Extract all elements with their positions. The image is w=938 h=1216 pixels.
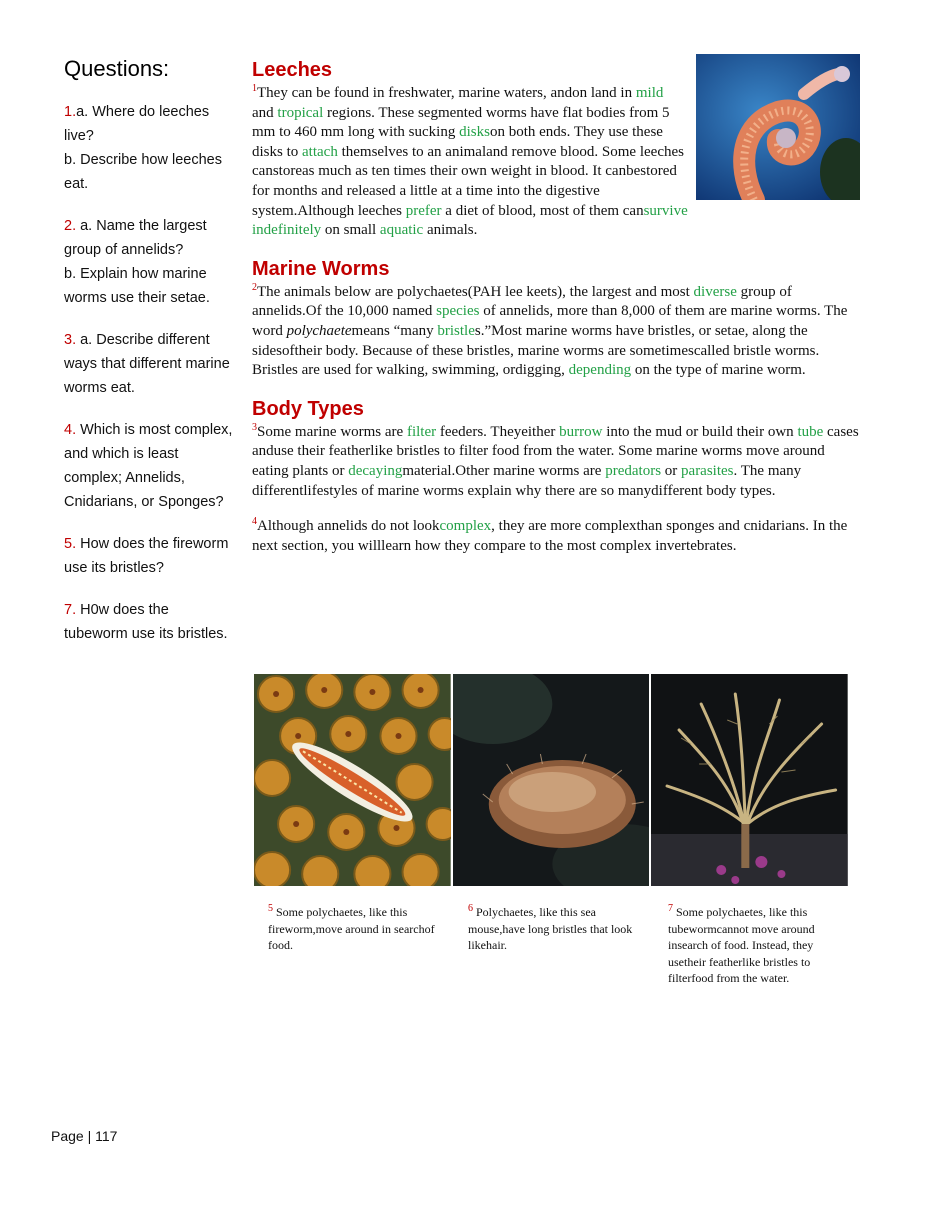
footnote-marker: 4 [252, 516, 257, 528]
text-run: cases anduse their featherlike bristles to filter food from the water. Some marine worms move around eating plants or [252, 423, 859, 479]
leeches-section [252, 56, 860, 241]
vocab-term: filter [406, 423, 437, 440]
leeches-heading: Leeches [252, 59, 333, 81]
text-run: polychaete [286, 322, 352, 339]
footnote-marker: 6 [468, 903, 473, 914]
question-line [64, 214, 234, 262]
questions-list [64, 100, 234, 646]
question-number: 5. [64, 536, 77, 552]
text-run: on the type of marine worm. [631, 362, 806, 379]
question-line [64, 418, 234, 514]
footnote-marker: 7 [668, 903, 673, 914]
question-text: Which is most complex, and which is least complex; Annelids, Cnidarians, or Sponges? [64, 422, 233, 510]
question-number: 3. [64, 332, 77, 348]
vocab-term: attach [302, 143, 338, 160]
question-line [64, 262, 234, 310]
text-run: of annelids, more than 8,000 of them are marine worms. The word [252, 303, 848, 339]
question-item [64, 532, 234, 580]
caption-text: Some polychaetes, like this tubewormcannot move around insearch of food. Instead, they usetheir featherlike bristles to filterfood from the water. [668, 905, 815, 985]
vocab-term: prefer [405, 202, 442, 219]
page-label: Page [51, 1128, 84, 1144]
vocab-term: survive indefinitely [252, 202, 688, 239]
text-run: themselves to an animaland remove blood. Some leeches canstoreas much as ten times their own weight in blood. It canbestored for months and released a little at a time into the digestive system.Although leeches [252, 143, 684, 219]
question-text: H0w does the tubeworm use its bristles. [64, 602, 228, 642]
question-line [64, 532, 234, 580]
question-number: 1. [64, 104, 77, 120]
vocab-term: depending [568, 362, 632, 379]
text-run: Some marine worms are [257, 423, 407, 440]
vocab-term: predators [605, 462, 662, 479]
footnote-marker: 2 [252, 281, 257, 293]
text-run: feeders. Theyeither [436, 423, 560, 440]
footnote-marker: 5 [268, 903, 273, 914]
polychaete-photos [254, 674, 848, 886]
questions-title: Questions: [64, 56, 170, 81]
text-run: a diet of blood, most of them can [441, 202, 644, 219]
question-number: 4. [64, 422, 77, 438]
vocab-term: diverse [693, 283, 737, 300]
question-item [64, 598, 234, 646]
vocab-term: complex [439, 518, 492, 535]
question-line [64, 328, 234, 400]
vocab-term: bristle [437, 322, 475, 339]
fireworm-photo [254, 674, 451, 886]
caption-fireworm [268, 904, 444, 987]
vocab-term: tropical [277, 104, 324, 121]
body-types-section [252, 395, 860, 557]
caption-text: Polychaetes, like this sea mouse,have long bristles that look likehair. [468, 905, 633, 952]
vocab-term: species [436, 303, 480, 320]
caption-sea-mouse [468, 904, 644, 987]
question-line [64, 598, 234, 646]
vocab-term: mild [635, 85, 664, 101]
text-run: into the mud or build their own [602, 423, 798, 440]
sea-mouse-photo [453, 674, 650, 886]
photo-captions [254, 904, 854, 987]
text-run: animals. [423, 222, 478, 239]
caption-tubeworm [668, 904, 844, 987]
text-run: The animals below are polychaetes(PAH lee keets), the largest and most [257, 283, 694, 300]
vocab-term: burrow [559, 423, 603, 440]
vocab-term: aquatic [379, 222, 424, 239]
text-run: regions. These segmented worms have flat bodies from 5 mm to 460 mm long with sucking [252, 104, 670, 141]
text-run: material.Other marine worms are [402, 462, 606, 479]
question-item [64, 100, 234, 196]
vocab-term: disks [459, 124, 490, 141]
vocab-term: parasites [681, 462, 734, 479]
caption-text: Some polychaetes, like this fireworm,move around in searchof food. [268, 905, 435, 952]
question-number: 7. [64, 602, 77, 618]
complexity-paragraph [252, 517, 860, 556]
question-text: How does the fireworm use its bristles? [64, 536, 229, 576]
marine-worms-heading: Marine Worms [252, 257, 390, 280]
marine-worms-paragraph [252, 283, 860, 381]
text-run: group of annelids.Of the 10,000 named [252, 283, 792, 320]
text-run: s.”Most marine worms have bristles, or setae, along the sidesoftheir body. Because of these bristles, marine worms are sometimescalled bristle worms. Bristles are used for walking, swimming, ordigging, [252, 322, 820, 379]
text-run: , they are more complexthan sponges and cnidarians. In the next section, you willlearn how they compare to the most complex invertebrates. [252, 518, 848, 554]
body-types-heading: Body Types [252, 397, 364, 420]
questions-sidebar [64, 56, 234, 664]
question-text: a. Name the largest group of annelids? [64, 218, 207, 258]
question-number: 2. [64, 218, 77, 234]
question-item [64, 214, 234, 310]
question-text: a. Where do leeches live? [64, 104, 210, 144]
question-line [64, 100, 234, 148]
marine-worms-section [252, 255, 860, 381]
tubeworm-photo [651, 674, 848, 886]
text-run: and [252, 104, 278, 121]
page-number: 117 [95, 1128, 118, 1144]
vocab-term: decaying [348, 462, 403, 479]
text-run: on small [321, 222, 380, 239]
question-text: b. Describe how leeches eat. [64, 152, 222, 192]
vocab-term: tube [797, 423, 824, 440]
question-item [64, 328, 234, 400]
text-run: means “many [351, 322, 438, 339]
footnote-marker: 1 [252, 83, 257, 94]
main-content [252, 56, 860, 570]
page-separator: | [83, 1128, 96, 1144]
body-types-paragraph [252, 423, 860, 501]
text-run: or [661, 462, 682, 479]
question-item [64, 418, 234, 514]
question-text: b. Explain how marine worms use their setae. [64, 266, 210, 306]
leech-photo [696, 54, 860, 200]
text-run: . The many differentlifestyles of marine worms explain why there are so manydifferent body types. [252, 462, 802, 499]
text-run: on both ends. They use these disks to [252, 124, 663, 160]
text-run: They can be found in freshwater, marine waters, andon land in [257, 85, 636, 101]
question-line [64, 148, 234, 196]
page-footer [51, 1128, 117, 1144]
question-text: a. Describe different ways that different marine worms eat. [64, 332, 230, 396]
text-run: Although annelids do not look [257, 518, 440, 535]
footnote-marker: 3 [252, 421, 257, 433]
